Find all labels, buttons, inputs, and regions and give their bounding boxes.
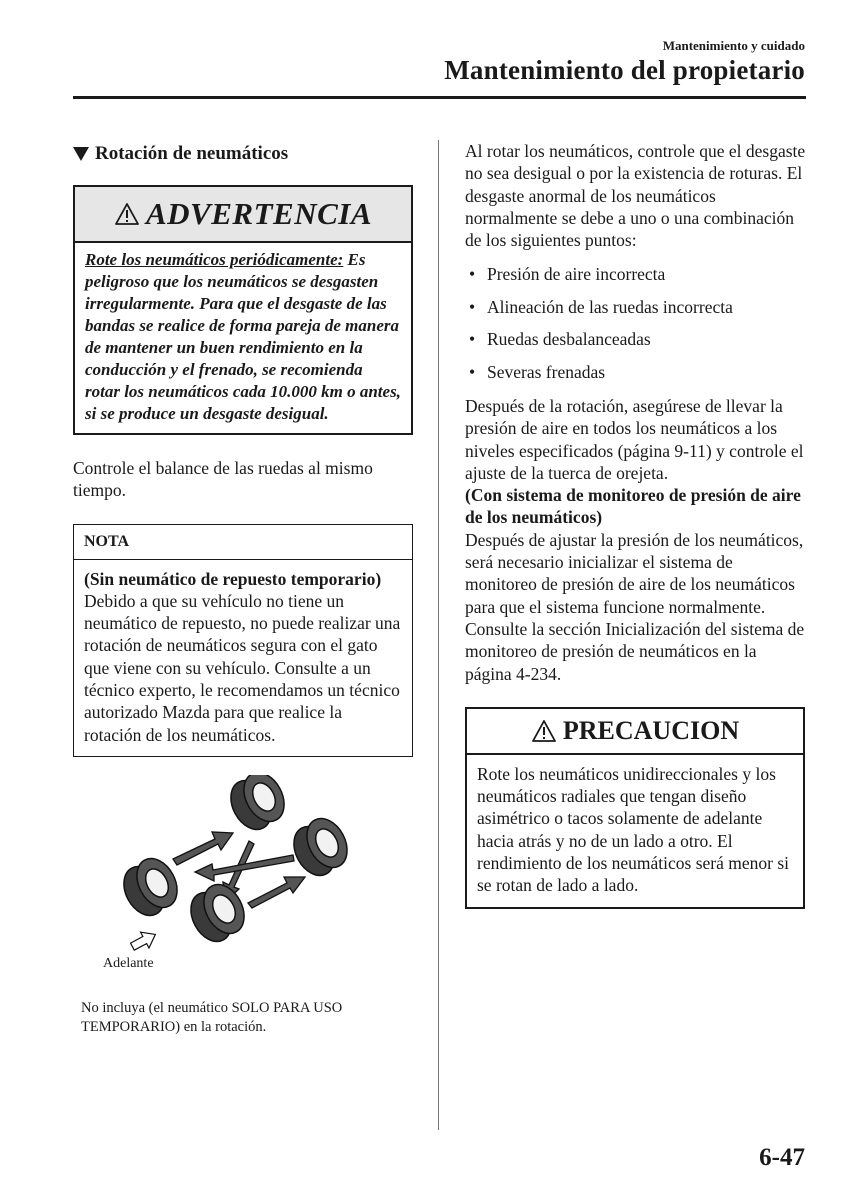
note-subheading: (Sin neumático de repuesto temporario) — [84, 568, 382, 589]
header-rule — [73, 96, 806, 99]
section-label: Mantenimiento y cuidado — [662, 38, 805, 53]
list-item-text: Severas frenadas — [487, 361, 606, 382]
front-direction-icon — [128, 926, 159, 954]
list-item — [465, 296, 807, 318]
caution-triangle-icon — [531, 719, 557, 743]
page-number: 6-47 — [759, 1144, 805, 1171]
list-item — [465, 328, 807, 350]
arrow-front-left-to-rear-right — [248, 877, 305, 908]
section-heading-text: Rotación de neumáticos — [95, 143, 289, 164]
caution-body: Rote los neumáticos unidireccionales y los neumáticos radiales que tengan diseño asimétrico o tacos solamente de adelante hacia atrás y no de un lado a otro. El rendimiento de los neumáticos será menor si se rotan de lado a lado. — [477, 763, 790, 896]
tpms-paragraph: Después de ajustar la presión de los neumáticos, será necesario inicializar el sistema de monitoreo de presión de aire de los neumáticos para que el sistema funcione normalmente. — [465, 529, 804, 617]
balance-paragraph: Controle el balance de las ruedas al mismo tiempo. — [73, 458, 373, 501]
rotation-figure — [73, 775, 413, 995]
front-label: Adelante — [103, 955, 154, 971]
warning-header — [75, 187, 411, 243]
right-column — [465, 140, 807, 909]
warning-body — [75, 243, 411, 433]
triangle-down-icon — [73, 147, 89, 161]
bullet-dot: • — [469, 329, 476, 350]
note-header: NOTA — [74, 525, 412, 560]
caution-header — [467, 709, 803, 755]
tire-front-right — [223, 775, 292, 836]
list-item-text: Ruedas desbalanceadas — [487, 329, 651, 350]
caution-box — [465, 707, 805, 909]
note-box — [73, 524, 413, 757]
warning-box — [73, 185, 413, 435]
figure-caption: No incluya (el neumático SOLO PARA USO TEMPORARIO) en la rotación. — [81, 999, 343, 1035]
after-rotation-paragraph: Después de la rotación, asegúrese de llevar la presión de aire en todos los neumáticos a los niveles especificados (página 9-11) y controle el ajuste de la tuerca de orejeta. — [465, 395, 804, 483]
bullet-dot: • — [469, 296, 476, 317]
cause-list — [465, 263, 807, 383]
list-item — [465, 361, 807, 383]
arrow-rear-left-to-front-right — [173, 832, 233, 865]
list-item-text: Alineación de las ruedas incorrecta — [487, 296, 733, 317]
tpms-reference: Consulte la sección Inicialización del sistema de monitoreo de presión de neumáticos en la página 4-234. — [465, 618, 805, 684]
note-body — [74, 560, 412, 756]
warning-text: Es peligroso que los neumáticos se desgasten irregularmente. Para que el desgaste de las bandas se realice de forma pareja de manera de mantener un buen rendimiento en la conducción y el frenado, se recomienda rotar los neumáticos cada 10.000 km o antes, si se produce un desgaste desigual. — [85, 250, 401, 423]
list-item-text: Presión de aire incorrecta — [487, 264, 666, 285]
caution-title: PRECAUCION — [562, 715, 740, 745]
warning-underlined: Rote los neumáticos periódicamente: — [85, 250, 344, 269]
left-column — [73, 140, 413, 1037]
tire-rotation-diagram — [73, 775, 413, 995]
tire-rear-right — [286, 812, 355, 883]
bullet-dot: • — [469, 361, 476, 382]
list-item — [465, 263, 807, 285]
page-title: Mantenimiento del propietario — [444, 55, 805, 85]
bullet-dot: • — [469, 264, 476, 285]
warning-title: ADVERTENCIA — [145, 196, 372, 231]
intro-paragraph: Al rotar los neumáticos, controle que el desgaste no sea desigual o por la existencia de roturas. El desgaste anormal de los neumáticos normalmente se debe a uno o una combinación de los siguientes puntos: — [465, 141, 806, 251]
tpms-heading: (Con sistema de monitoreo de presión de aire de los neumáticos) — [465, 485, 801, 528]
column-divider — [438, 140, 439, 1130]
warning-triangle-icon — [114, 202, 140, 226]
note-text: Debido a que su vehículo no tiene un neumático de repuesto, no puede realizar una rotación de neumáticos segura con el gato que viene con su vehículo. Consulte a un técnico experto, le recomendamos un técnico autorizado Mazda para que realice la rotación de los neumáticos. — [84, 590, 401, 745]
tire-front-left — [183, 878, 252, 949]
section-heading — [73, 143, 413, 165]
